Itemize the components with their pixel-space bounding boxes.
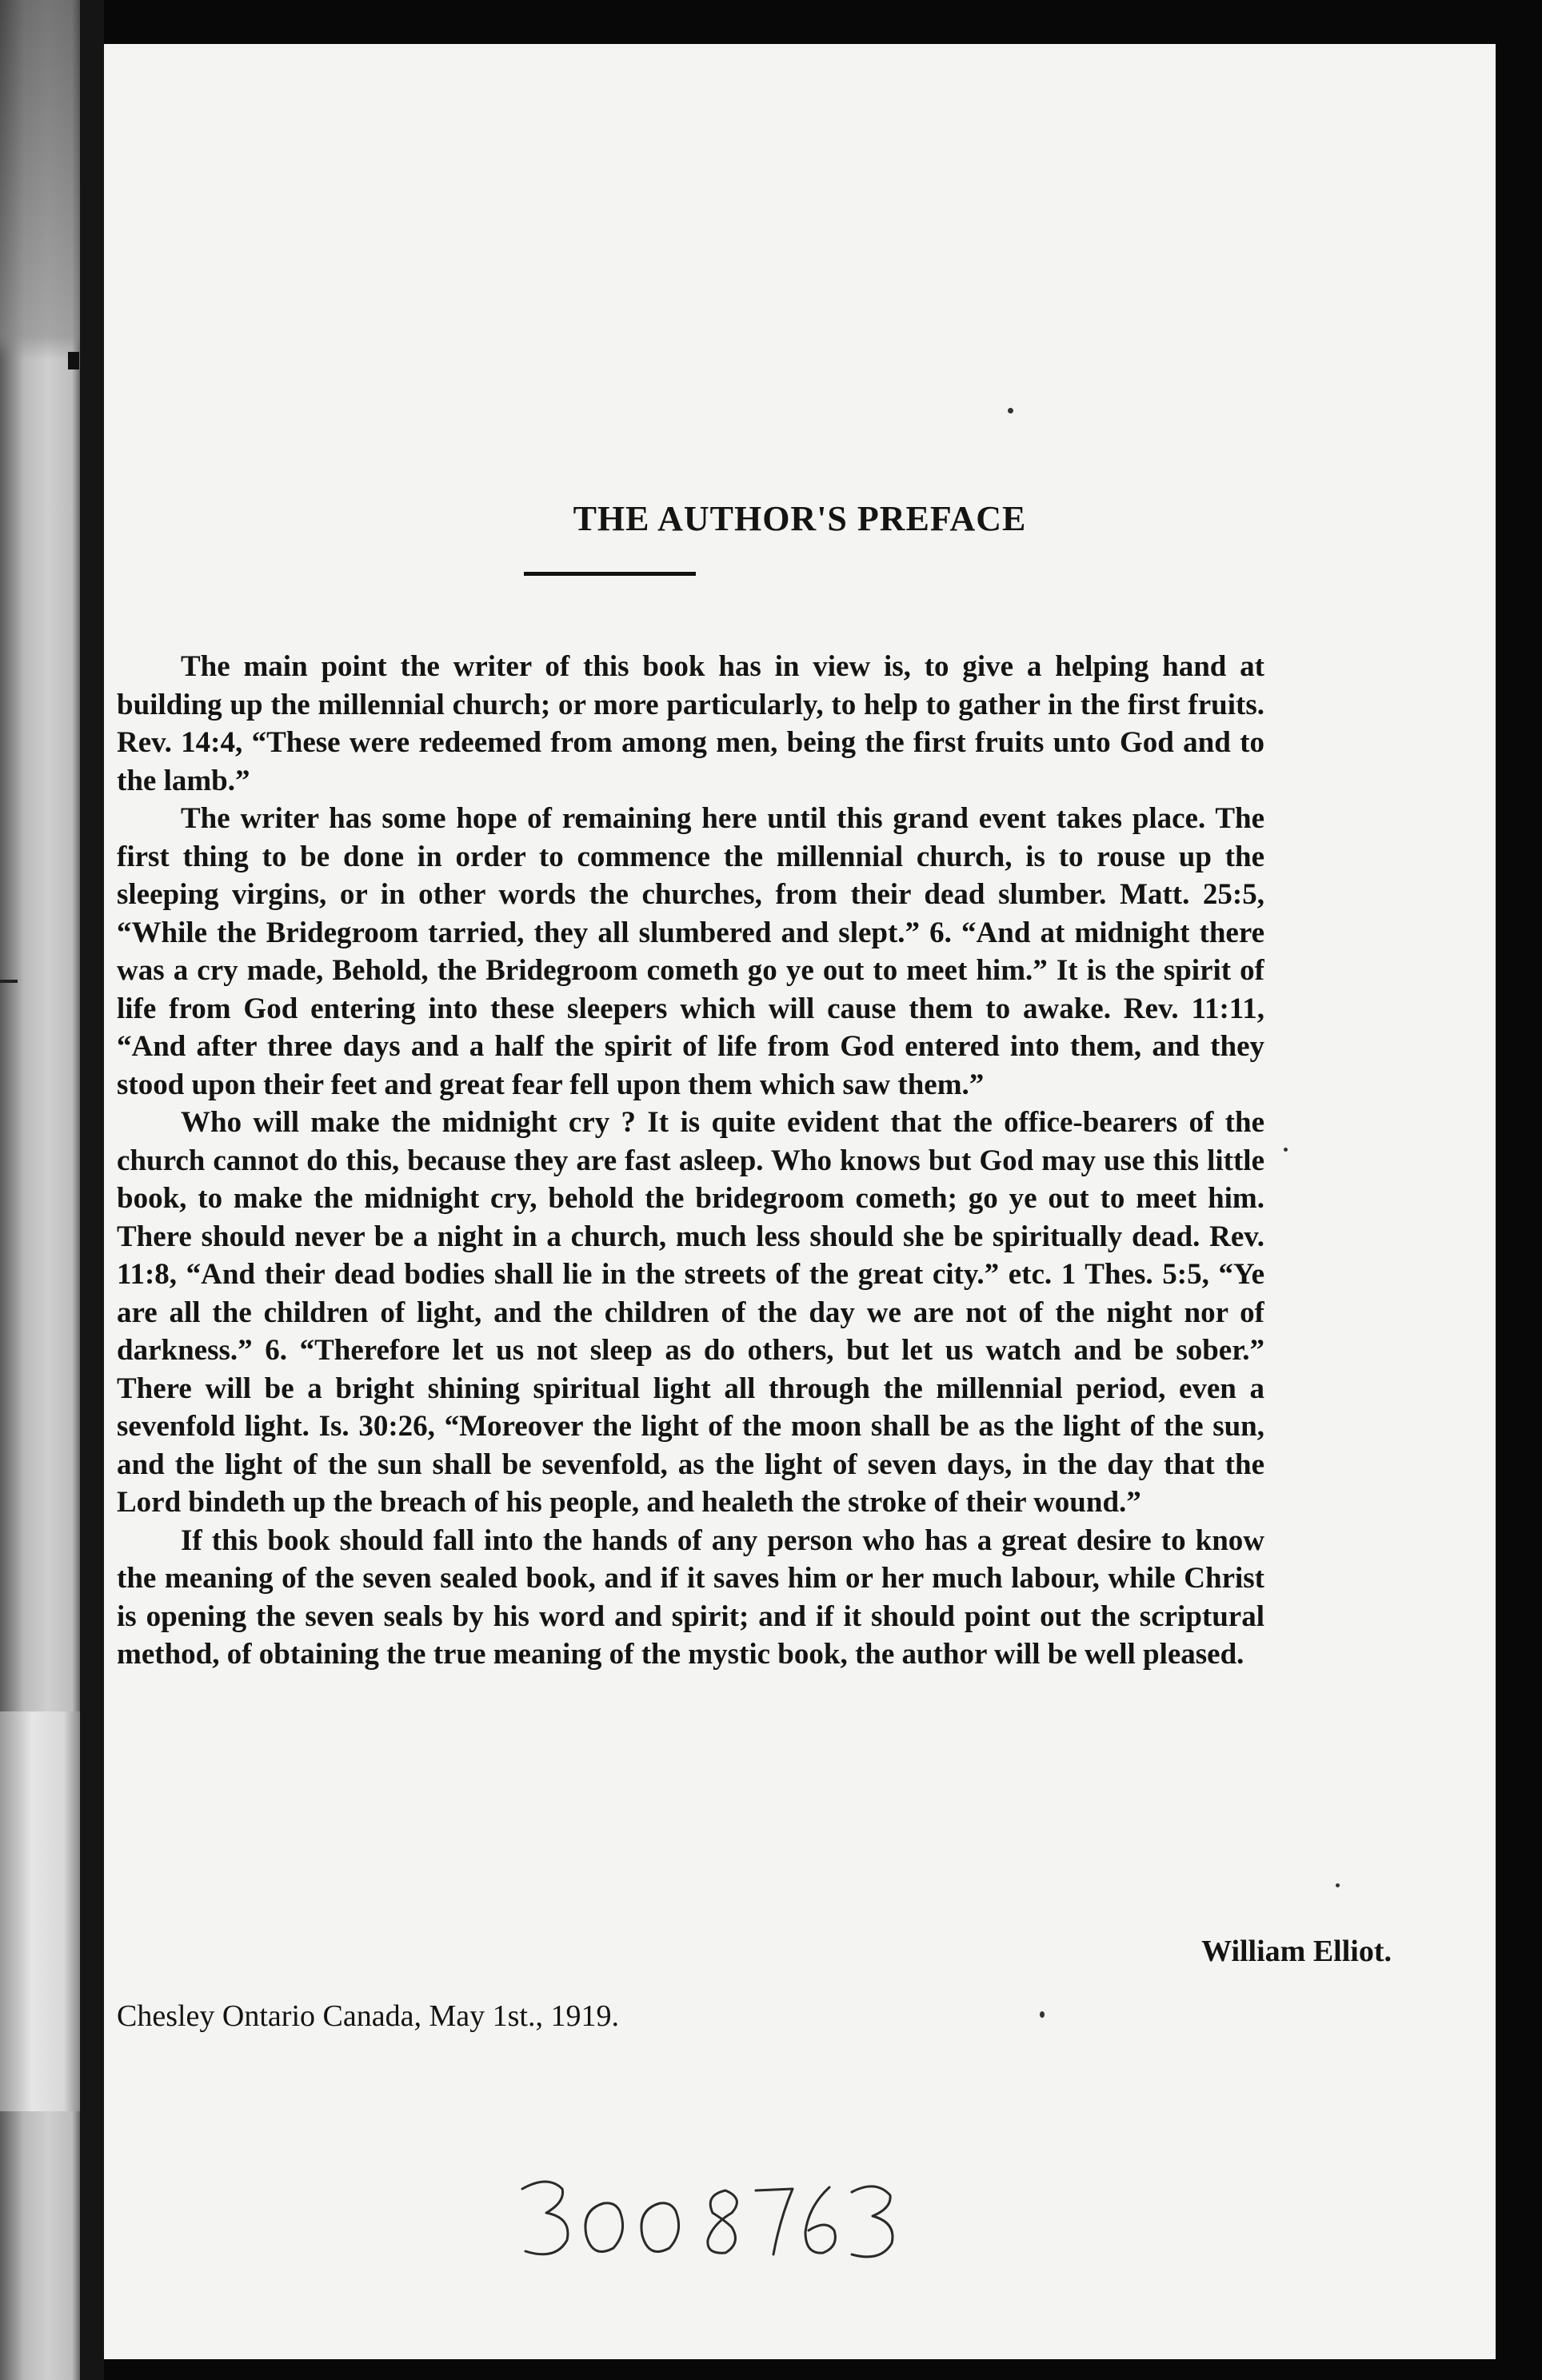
preface-paragraph: The main point the writer of this book has in view is, to give a helping hand at building up the millennial church; or more particularly, to help to gather in the first fruits. Rev. 14:4, “These were redeemed from among men, being the first fruits unto God and to the lamb.” [117,650,1264,797]
preface-paragraph: The writer has some hope of remaining here until this grand event takes place. The first thing to be done in order to commence the millennial church, is to rouse up the sleeping virgins, or in other words the churches, from their dead slumber. Matt. 25:5, “While the Bridegroom tarried, they all slumbered and slept.” 6. “And at midnight there was a cry made, Behold, the Bridegroom cometh go ye out to meet him.” It is the spirit of life from God entering into these sleepers which will cause them to awake. Rev. 11:11, “And after three days and a half the spirit of life from God entered into them, and they stood upon their feet and great fear fell upon them which saw them.” [117,802,1264,1101]
page-speck [1040,2011,1045,2018]
handwritten-accession-number [516,2171,900,2275]
handwritten-number-text: 3008763 [516,2171,519,2172]
binding-mark [68,352,79,369]
page-title: THE AUTHOR'S PREFACE [573,499,1027,538]
edge-mark [0,980,18,983]
title-rule [524,572,696,576]
binding-highlight [0,1711,80,2111]
page-speck [1008,408,1013,413]
page-gutter [80,0,104,2380]
page-speck [1336,1883,1340,1887]
preface-body [104,648,1264,1674]
author-signature: William Elliot. [1201,1935,1392,1968]
binding-shadow [0,0,80,360]
dateline: Chesley Ontario Canada, May 1st., 1919. [117,1999,619,2033]
preface-paragraph: Who will make the midnight cry ? It is quite evident that the office-bearers of the church cannot do this, because they are fast asleep. Who knows but God may use this little book, to make the midnight cry, behold the bridegroom cometh; go ye out to meet him. There should never be a night in a church, much less should she be spiritually dead. Rev. 11:8, “And their dead bodies shall lie in the streets of the great city.” etc. 1 Thes. 5:5, “Ye are all the children of light, and the children of the day we are not of the night nor of darkness.” 6. “Therefore let us not sleep as do others, but let us watch and be sober.” There will be a bright shining spiritual light all through the millennial period, even a sevenfold light. Is. 30:26, “Moreover the light of the moon shall be as the light of the sun, and the light of the sun shall be sevenfold, as the light of seven days, in the day that the Lord bindeth up the breach of his people, and healeth the stroke of their wound.” [117,1106,1264,1519]
book-page [104,44,1496,2359]
page-speck [1284,1148,1288,1152]
preface-paragraph: If this book should fall into the hands of any person who has a great desire to know the meaning of the seven sealed book, and if it saves him or her much labour, while Christ is opening the seven seals by his word and spirit; and if it should point out the scriptural method, of obtaining the true meaning of the mystic book, the author will be well pleased. [117,1523,1264,1671]
